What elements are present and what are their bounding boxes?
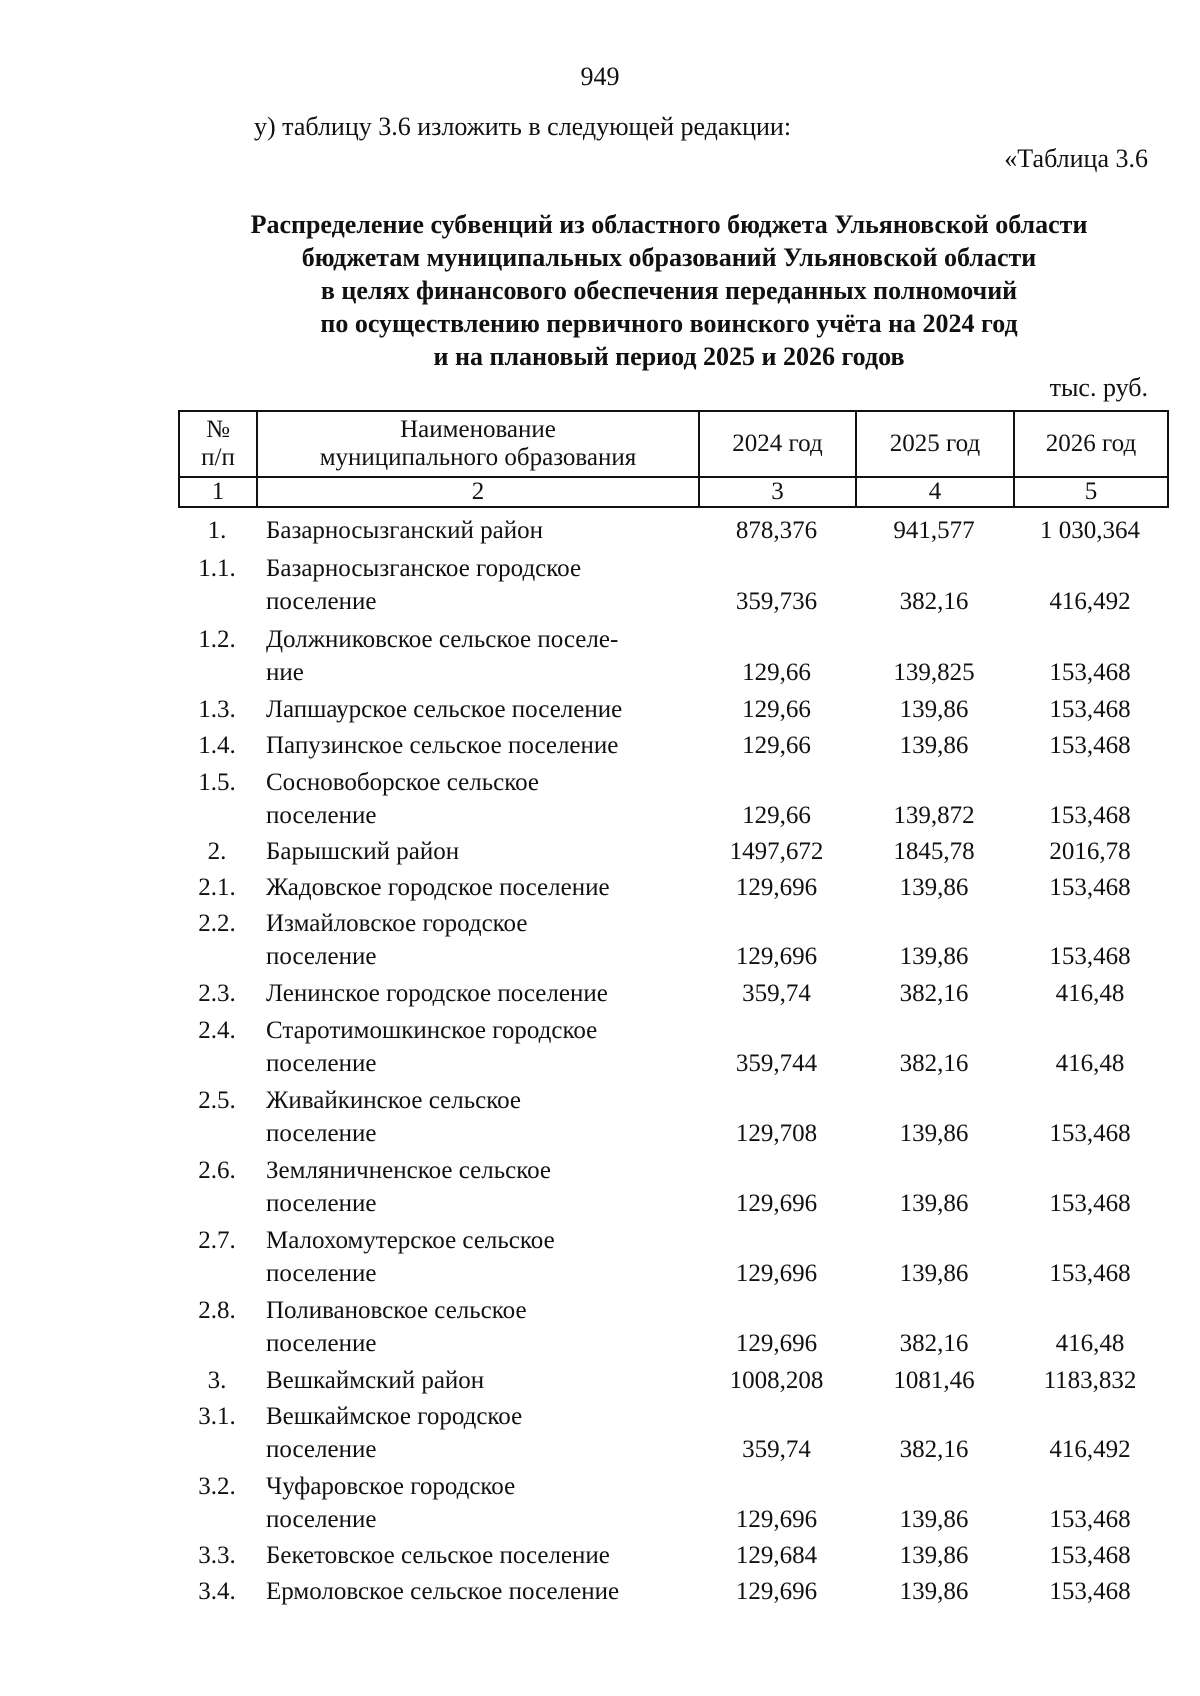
value-2026: 153,468 xyxy=(1049,1120,1131,1147)
value-2026: 2016,78 xyxy=(1049,838,1131,865)
table-row xyxy=(178,1400,1167,1466)
title-line: Распределение субвенций из областного бюджета Ульяновской области xyxy=(250,210,1088,239)
column-number: 1 xyxy=(179,477,257,507)
value-2026: 153,468 xyxy=(1049,943,1131,970)
row-number: 2.7. xyxy=(198,1227,236,1254)
title-line: и на плановый период 2025 и 2026 годов xyxy=(433,342,905,371)
value-2024: 878,376 xyxy=(735,517,818,544)
value-2025: 382,16 xyxy=(899,980,969,1007)
value-2024: 359,74 xyxy=(742,1436,811,1463)
row-number: 2.8. xyxy=(198,1297,236,1324)
row-name-line: поселение xyxy=(266,1506,377,1533)
value-2026: 416,48 xyxy=(1055,980,1125,1007)
header-2026: 2026 год xyxy=(1014,411,1168,477)
value-2026: 153,468 xyxy=(1049,1506,1131,1533)
row-name-line: Должниковское сельское поселе- xyxy=(266,626,619,653)
table-row xyxy=(178,907,1167,973)
table-reference: «Таблица 3.6 xyxy=(1004,144,1148,173)
row-name-line: поселение xyxy=(266,802,377,829)
row-name-line: Ермоловское сельское поселение xyxy=(266,1578,620,1605)
value-2025: 139,86 xyxy=(899,1260,969,1287)
units-label: тыс. руб. xyxy=(1049,373,1148,402)
value-2024: 129,696 xyxy=(735,1578,818,1605)
value-2026: 1 030,364 xyxy=(1040,517,1140,544)
value-2024: 129,66 xyxy=(742,802,811,829)
row-name-line: Поливановское сельское xyxy=(266,1297,527,1324)
row-number: 3.4. xyxy=(198,1578,236,1605)
value-2025: 382,16 xyxy=(899,1330,969,1357)
intro-text: у) таблицу 3.6 изложить в следующей редакции: xyxy=(254,112,792,141)
row-name-line: Земляничненское сельское xyxy=(266,1157,551,1184)
value-2024: 129,66 xyxy=(742,659,811,686)
row-name-line: ние xyxy=(266,659,304,686)
row-number: 2. xyxy=(207,838,227,865)
value-2024: 129,66 xyxy=(742,696,811,723)
table-row xyxy=(178,514,1167,547)
value-2025: 139,86 xyxy=(899,1542,969,1569)
row-name-line: поселение xyxy=(266,1050,377,1077)
value-2025: 382,16 xyxy=(899,1050,969,1077)
row-name-line: Бекетовское сельское поселение xyxy=(266,1542,610,1569)
value-2024: 359,74 xyxy=(742,980,811,1007)
table-title xyxy=(0,208,1200,373)
row-number: 1. xyxy=(207,517,227,544)
row-name-line: Чуфаровское городское xyxy=(266,1473,516,1500)
row-number: 1.3. xyxy=(198,696,236,723)
row-name-line: Базарносызганский район xyxy=(266,517,544,544)
row-number: 2.5. xyxy=(198,1087,236,1114)
header-2024: 2024 год xyxy=(699,411,856,477)
table-row xyxy=(178,1014,1167,1080)
table-row xyxy=(178,623,1167,689)
value-2026: 416,48 xyxy=(1055,1330,1125,1357)
row-number: 2.2. xyxy=(198,910,236,937)
value-2026: 416,48 xyxy=(1055,1050,1125,1077)
table-row xyxy=(178,729,1167,762)
row-name-line: поселение xyxy=(266,1260,377,1287)
row-name-line: Старотимошкинское городское xyxy=(266,1017,598,1044)
column-number: 2 xyxy=(257,477,699,507)
header-2025: 2025 год xyxy=(856,411,1014,477)
header-name-line1: Наименование xyxy=(400,416,556,443)
value-2025: 1081,46 xyxy=(893,1367,975,1394)
value-2026: 153,468 xyxy=(1049,696,1131,723)
value-2025: 941,577 xyxy=(893,517,975,544)
header-num-line1: № xyxy=(206,416,230,443)
row-number: 1.4. xyxy=(198,732,236,759)
row-name-line: Базарносызганское городское xyxy=(266,555,582,582)
table-row xyxy=(178,1294,1167,1360)
value-2026: 416,492 xyxy=(1049,1436,1131,1463)
value-2026: 153,468 xyxy=(1049,732,1131,759)
row-name-line: поселение xyxy=(266,588,377,615)
row-name-line: Малохомутерское сельское xyxy=(266,1227,555,1254)
value-2025: 139,86 xyxy=(899,1506,969,1533)
header-num xyxy=(179,411,257,477)
row-number: 3.1. xyxy=(198,1403,236,1430)
table-row xyxy=(178,766,1167,832)
value-2025: 139,872 xyxy=(893,802,975,829)
table-row xyxy=(178,1539,1167,1572)
value-2024: 129,696 xyxy=(735,1260,818,1287)
table-row xyxy=(178,1364,1167,1397)
table-row xyxy=(178,1224,1167,1290)
row-name-line: Лапшаурское сельское поселение xyxy=(266,696,623,723)
value-2024: 1497,672 xyxy=(729,838,824,865)
table-row xyxy=(178,1575,1167,1608)
table-row xyxy=(178,871,1167,904)
row-number: 1.5. xyxy=(198,769,236,796)
row-name-line: Вешкаймское городское xyxy=(266,1403,523,1430)
table-body xyxy=(178,514,1167,1608)
value-2025: 139,86 xyxy=(899,1120,969,1147)
row-name-line: Сосновоборское сельское xyxy=(266,769,539,796)
value-2026: 153,468 xyxy=(1049,1542,1131,1569)
value-2025: 139,86 xyxy=(899,1190,969,1217)
value-2024: 129,684 xyxy=(735,1542,818,1569)
row-name-line: поселение xyxy=(266,1330,377,1357)
value-2024: 129,708 xyxy=(735,1120,818,1147)
column-number: 5 xyxy=(1014,477,1168,507)
row-number: 2.4. xyxy=(198,1017,236,1044)
header-name-line2: муниципального образования xyxy=(319,444,637,471)
value-2025: 139,86 xyxy=(899,1578,969,1605)
header-name xyxy=(257,411,699,477)
value-2026: 1183,832 xyxy=(1043,1367,1137,1394)
table-row xyxy=(178,835,1167,868)
table-row xyxy=(178,1154,1167,1220)
row-name-line: поселение xyxy=(266,943,377,970)
value-2024: 129,696 xyxy=(735,1330,818,1357)
value-2025: 139,86 xyxy=(899,943,969,970)
value-2024: 1008,208 xyxy=(729,1367,824,1394)
page-number: 949 xyxy=(580,62,620,91)
value-2026: 153,468 xyxy=(1049,1190,1131,1217)
row-number: 1.1. xyxy=(198,555,236,582)
column-number: 4 xyxy=(856,477,1014,507)
row-name-line: Живайкинское сельское xyxy=(266,1087,522,1114)
row-number: 2.3. xyxy=(198,980,236,1007)
value-2026: 153,468 xyxy=(1049,1578,1131,1605)
title-line: в целях финансового обеспечения переданных полномочий xyxy=(320,276,1018,305)
value-2024: 129,66 xyxy=(742,732,811,759)
row-name-line: поселение xyxy=(266,1190,377,1217)
row-number: 2.1. xyxy=(198,874,236,901)
value-2024: 129,696 xyxy=(735,943,818,970)
row-name-line: Жадовское городское поселение xyxy=(266,874,610,901)
value-2025: 382,16 xyxy=(899,588,969,615)
row-name-line: поселение xyxy=(266,1436,377,1463)
row-number: 1.2. xyxy=(198,626,236,653)
table-header xyxy=(178,410,1169,508)
table-row xyxy=(178,552,1167,618)
table-row xyxy=(178,1470,1167,1536)
value-2024: 359,744 xyxy=(735,1050,818,1077)
value-2024: 129,696 xyxy=(735,1506,818,1533)
value-2026: 153,468 xyxy=(1049,802,1131,829)
row-number: 2.6. xyxy=(198,1157,236,1184)
title-line: бюджетам муниципальных образований Ульяновской области xyxy=(301,243,1037,272)
value-2026: 416,492 xyxy=(1049,588,1131,615)
title-line: по осуществлению первичного воинского учёта на 2024 год xyxy=(320,309,1018,338)
value-2025: 382,16 xyxy=(899,1436,969,1463)
row-number: 3.3. xyxy=(198,1542,236,1569)
row-name-line: Измайловское городское xyxy=(266,910,528,937)
row-name-line: поселение xyxy=(266,1120,377,1147)
row-name-line: Ленинское городское поселение xyxy=(266,980,608,1007)
row-number: 3.2. xyxy=(198,1473,236,1500)
value-2025: 1845,78 xyxy=(893,838,975,865)
value-2026: 153,468 xyxy=(1049,1260,1131,1287)
row-name-line: Барышский район xyxy=(266,838,460,865)
value-2026: 153,468 xyxy=(1049,659,1131,686)
value-2024: 129,696 xyxy=(735,874,818,901)
value-2025: 139,86 xyxy=(899,874,969,901)
table-row xyxy=(178,977,1167,1010)
value-2024: 359,736 xyxy=(735,588,818,615)
column-number: 3 xyxy=(699,477,856,507)
row-name-line: Папузинское сельское поселение xyxy=(266,732,619,759)
table-row xyxy=(178,1084,1167,1150)
value-2026: 153,468 xyxy=(1049,874,1131,901)
table-row xyxy=(178,693,1167,726)
row-name-line: Вешкаймский район xyxy=(266,1367,485,1394)
row-number: 3. xyxy=(207,1367,227,1394)
value-2025: 139,825 xyxy=(893,659,975,686)
header-num-line2: п/п xyxy=(201,444,235,471)
value-2025: 139,86 xyxy=(899,732,969,759)
value-2024: 129,696 xyxy=(735,1190,818,1217)
value-2025: 139,86 xyxy=(899,696,969,723)
